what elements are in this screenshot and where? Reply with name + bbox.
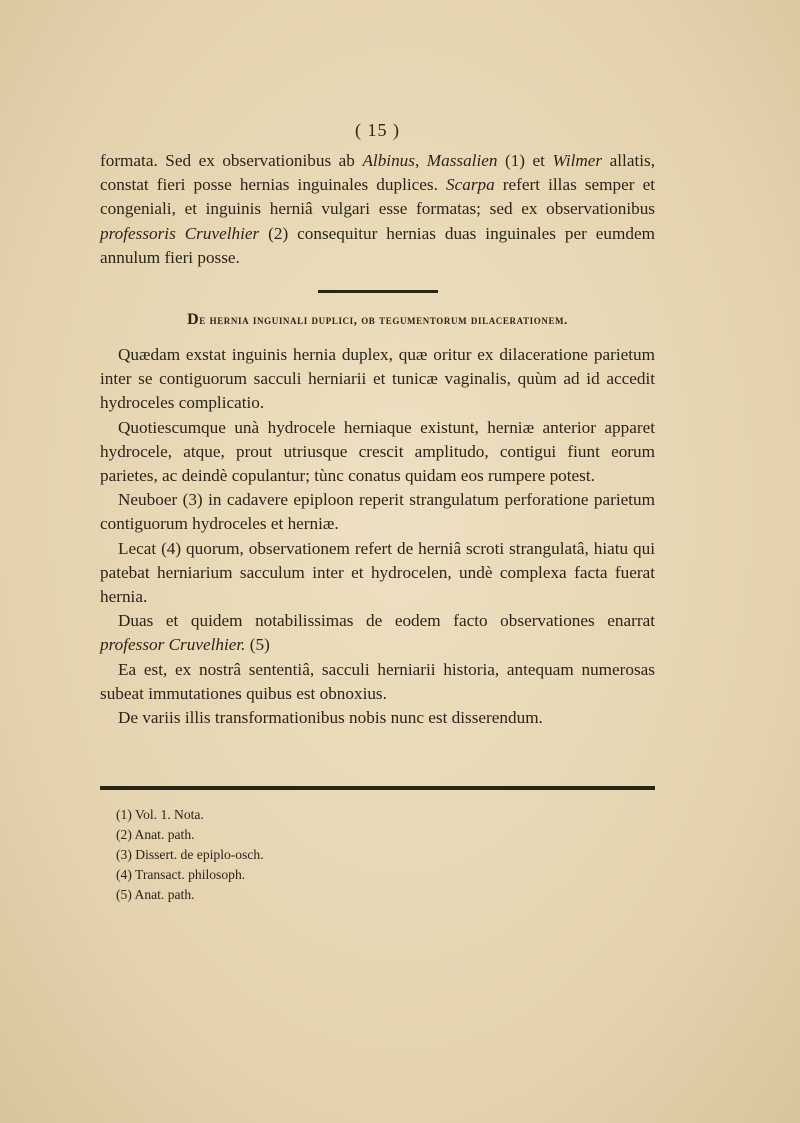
- text-run: refert illas semper et congeniali, et inguinis herniâ vulgari esse formatas; sed ex observationibus: [100, 175, 656, 219]
- page-number: ( 15 ): [355, 120, 400, 140]
- author-name: Albinus: [362, 151, 415, 170]
- footnote: (5) Anat. path.: [116, 887, 195, 902]
- text-run: formata. Sed ex observationibus ab: [100, 151, 363, 170]
- footnote: (2) Anat. path.: [116, 827, 195, 842]
- footnote: (1) Vol. 1. Nota.: [116, 807, 204, 822]
- author-name: Massalien: [426, 151, 498, 170]
- footnote: (4) Transact. philosoph.: [116, 867, 246, 882]
- paragraph: [100, 609, 655, 657]
- heading-text: e hernia inguinali duplici, ob tegumentorum dilacerationem.: [199, 313, 568, 328]
- heading-initial: D: [187, 311, 200, 329]
- author-name: professoris Cruvelhier: [100, 223, 260, 243]
- footnotes: [116, 805, 516, 905]
- author-name: Wilmer: [552, 151, 603, 170]
- footnote-divider: [100, 786, 655, 790]
- paragraph: Ea est, ex nostrâ sententiâ, sacculi herniarii historia, antequam numerosas subeat immutationes quibus est obnoxius.: [100, 659, 655, 703]
- text-run: (1) et: [497, 151, 553, 170]
- section-divider: [318, 290, 438, 293]
- text-run: (2) consequitur hernias duas inguinales per eumdem annulum fieri posse.: [100, 223, 655, 267]
- paragraph: Quædam exstat inguinis hernia duplex, quæ oritur ex dilaceratione parietum inter se contiguorum sacculi herniarii et tunicæ vaginalis, quùm ad id accedit hydroceles complicatio.: [100, 345, 655, 413]
- paragraph: Lecat (4) quorum, observationem refert de herniâ scroti strangulatâ, hiatu qui patebat herniarium sacculum inter et hydrocelen, undè complexa facta fuerat hernia.: [100, 538, 655, 607]
- paragraph: De variis illis transformationibus nobis nunc est disserendum.: [118, 708, 543, 728]
- main-text: [100, 120, 655, 730]
- paragraph-intro: [100, 149, 655, 270]
- footnote: (3) Dissert. de epiplo-osch.: [116, 847, 264, 862]
- author-name: professor Cruvelhier.: [100, 635, 246, 655]
- text-run: Duas et quidem notabilissimas de eodem facto observationes enarrat: [118, 611, 655, 631]
- paragraph: Quotiescumque unà hydrocele herniaque existunt, herniæ anterior apparet hydrocele, atque, prout utriusque crescit amplitudo, contigui fiunt eorum parietes, ac deindè copulantur; tùnc conatus quidam eos rumpere potest.: [100, 417, 655, 486]
- text-run: ,: [414, 151, 427, 170]
- text-run: allatis, constat fieri posse hernias inguinales duplices.: [100, 151, 655, 195]
- paragraph: Neuboer (3) in cadavere epiploon reperit strangulatum perforatione parietum contiguorum hydroceles et herniæ.: [100, 490, 655, 534]
- author-name: Scarpa: [446, 175, 495, 195]
- text-run: (5): [245, 635, 270, 655]
- section-heading: [100, 311, 655, 329]
